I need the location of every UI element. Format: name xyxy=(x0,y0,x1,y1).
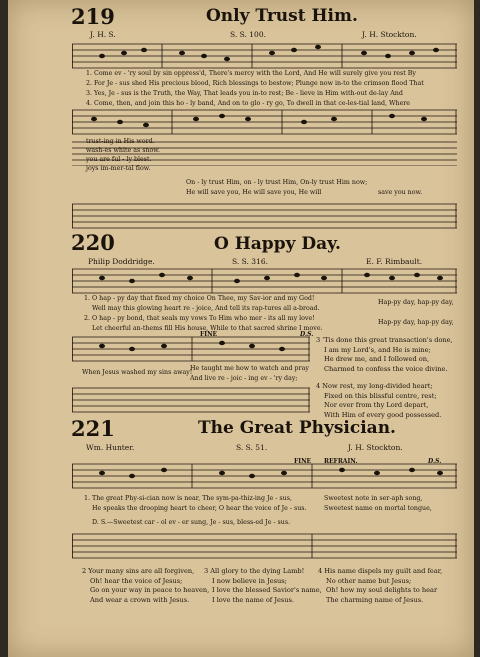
lyric-line: 4. Come, then, and join this ho - ly band, And on to glo - ry go, To dwell in that ce-les-tial land, Where xyxy=(86,100,411,107)
fine-marker: FINE xyxy=(200,331,218,338)
refrain-line: And live re - joic - ing ev - 'ry day; xyxy=(190,375,298,382)
hymn-title: O Happy Day. xyxy=(214,234,341,254)
lyric-line: joys im-mer-tal flow. xyxy=(86,165,151,172)
music-staff xyxy=(72,460,457,490)
lyric-line: He speaks the drooping heart to cheer, O hear the voice of Je - sus. xyxy=(92,505,307,512)
stanza: 4 Now rest, my long-divided heart; Fixed on this blissful centre, rest; Nor ever from thy Lord depart, With Him of every good possessed. xyxy=(316,382,442,419)
refrain-line: Hap-py day, hap-py day, xyxy=(378,319,454,326)
music-staff xyxy=(72,200,457,230)
hymn-number: 219 xyxy=(71,4,115,29)
stanza: 2 Your many sins are all forgiven, Oh! hear the voice of Jesus; Go on your way in peace to heaven, And wear a crown with Jesus. xyxy=(82,567,210,604)
ds-marker: D.S. xyxy=(300,331,314,338)
refrain-line: Sweetest note in ser-aph song, xyxy=(324,495,423,502)
hymn-number: 221 xyxy=(71,416,115,441)
refrain-line: When Jesus washed my sins away! xyxy=(82,369,193,376)
lyric-line: you are ful - ly blest. xyxy=(86,156,152,163)
hymn-number: 220 xyxy=(71,230,115,255)
lyric-line: 2. O hap - py bond, that seals my vows To Him who mer - its all my love! xyxy=(84,315,315,322)
stanza: 4 His name dispels my guilt and fear, No other name but Jesus; Oh! how my soul delights to hear The charming name of Jesus. xyxy=(318,567,443,604)
meter: S. S. 316. xyxy=(232,257,268,266)
lyric-line: trust-ing in His word. xyxy=(86,138,155,145)
hymnal-page xyxy=(8,0,474,657)
chorus-line: On - ly trust Him, on - ly trust Him, On-ly trust Him now; xyxy=(186,179,368,186)
hymn-title: Only Trust Him. xyxy=(206,6,358,26)
music-staff xyxy=(72,40,457,70)
lyric-line: 3. Yes, Je - sus is the Truth, the Way, That leads you in-to rest; Be - lieve in Him with-out de-lay And xyxy=(86,90,403,97)
fine-marker: FINE xyxy=(294,458,312,465)
ds-marker: D.S. xyxy=(428,458,442,465)
stanza: 3 'Tis done this great transaction's done, I am my Lord's, and He is mine; He drew me, and I followed on, Charmed to confess the voice divine. xyxy=(316,336,453,373)
lyricist: Wm. Hunter. xyxy=(86,443,135,452)
refrain-line: Sweetest name on mortal tongue, xyxy=(324,505,432,512)
meter: S. S. 100. xyxy=(230,30,266,39)
lyric-line: Well may this glowing heart re - joice, And tell its rap-tures all a-broad. xyxy=(92,305,320,312)
lyricist: J. H. S. xyxy=(90,30,116,39)
lyric-line: 1. Come ev - 'ry soul by sin oppress'd, There's mercy with the Lord, And He will surely give you rest By xyxy=(86,70,416,77)
lyric-line: 1. The great Phy-si-cian now is near, The sym-pa-thiz-ing Je - sus, xyxy=(84,495,292,502)
composer: J. H. Stockton. xyxy=(348,443,403,452)
lyric-line: Let cheerful an-thems fill His house, While to that sacred shrine I move. xyxy=(92,325,323,332)
music-staff xyxy=(72,333,310,363)
lyric-line: 2. For Je - sus shed His precious blood, Rich blessings to bestow; Plunge now in-to the crimson flood That xyxy=(86,80,424,87)
chorus-end: save you now. xyxy=(378,189,423,196)
lyric-line: wash-es white as snow. xyxy=(86,147,160,154)
music-staff xyxy=(72,530,457,560)
music-staff xyxy=(72,384,310,414)
meter: S. S. 51. xyxy=(236,443,268,452)
hymn-title: The Great Physician. xyxy=(198,418,396,438)
composer: J. H. Stockton. xyxy=(362,30,417,39)
stanza: 3 All glory to the dying Lamb! I now believe in Jesus; I love the blessed Savior's name, I love the name of Jesus. xyxy=(204,567,322,604)
refrain-label: REFRAIN. xyxy=(324,458,358,465)
refrain-line: Hap-py day, hap-py day, xyxy=(378,299,454,306)
lyric-line: 1. O hap - py day that fixed my choice On Thee, my Sav-ior and my God! xyxy=(84,295,315,302)
composer: E. F. Rimbault. xyxy=(366,257,423,266)
music-staff xyxy=(72,265,457,295)
chorus-line: He will save you, He will save you, He will xyxy=(186,189,322,196)
lyricist: Philip Doddridge. xyxy=(88,257,155,266)
lyric-line: D. S.—Sweetest car - ol ev - er sung, Je - sus, bless-ed Je - sus. xyxy=(92,519,291,526)
refrain-line: He taught me how to watch and pray xyxy=(190,365,309,372)
